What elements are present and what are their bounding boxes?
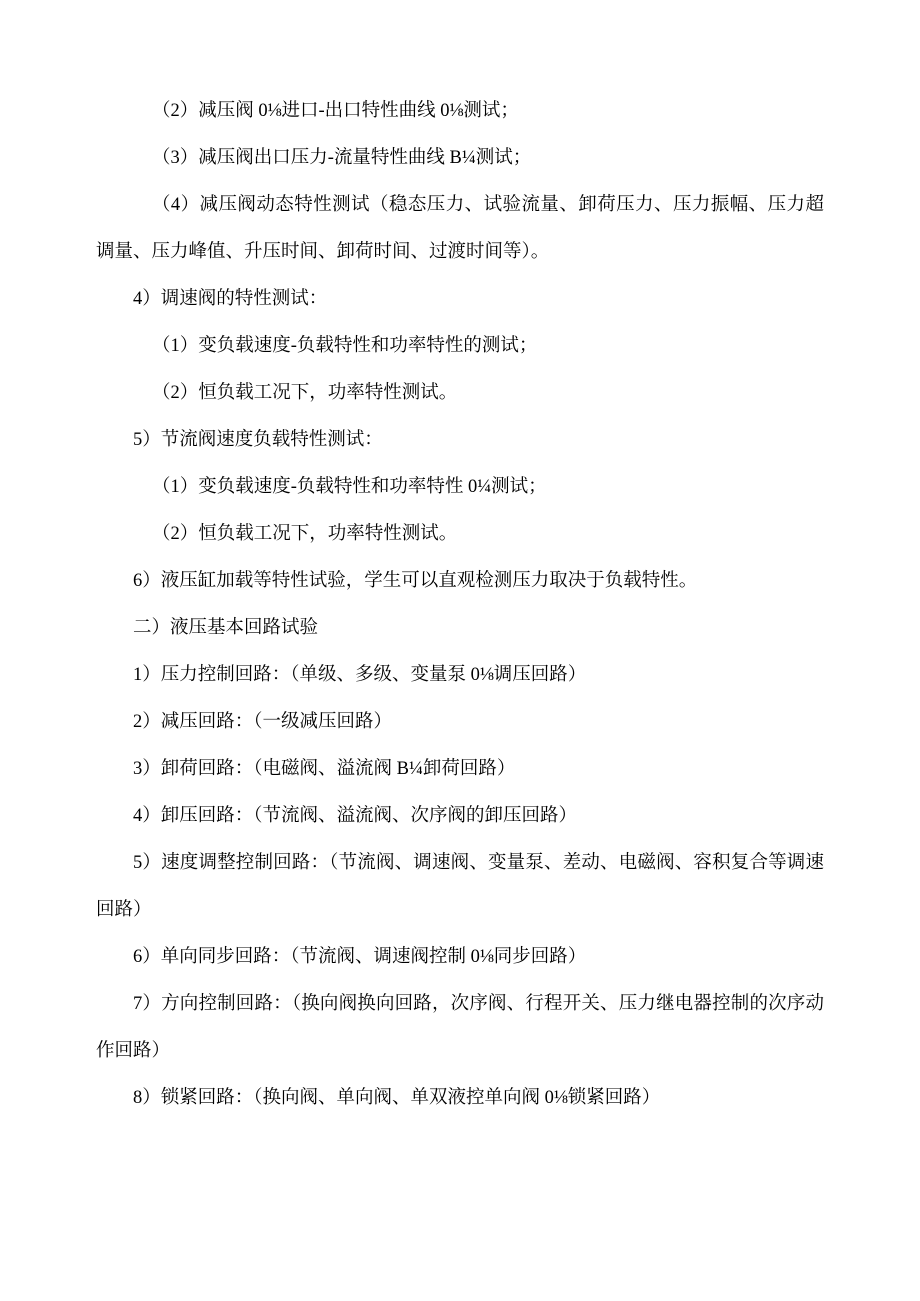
paragraph: 1）压力控制回路：（单级、多级、变量泵 0⅛调压回路） <box>133 665 587 685</box>
paragraph: （4）减压阀动态特性测试（稳态压力、试验流量、卸荷压力、压力振幅、压力超调量、压力峰值、升压时间、卸荷时间、过渡时间等）。 <box>96 195 824 262</box>
paragraph: 6）单向同步回路：（节流阀、调速阀控制 0⅛同步回路） <box>133 947 587 967</box>
paragraph: 4）卸压回路：（节流阀、溢流阀、次序阀的卸压回路） <box>133 806 578 826</box>
paragraph: （1）变负载速度-负载特性和功率特性的测试； <box>152 336 538 356</box>
paragraph: 5）节流阀速度负载特性测试： <box>133 430 383 450</box>
paragraph: （1）变负载速度-负载特性和功率特性 0¼测试； <box>152 477 547 497</box>
paragraph: 4）调速阀的特性测试： <box>133 289 328 309</box>
section-heading: 二）液压基本回路试验 <box>133 618 319 638</box>
paragraph: （3）减压阀出口压力-流量特性曲线 B¼测试； <box>152 148 532 168</box>
paragraph: 7）方向控制回路：（换向阀换向回路，次序阀、行程开关、压力继电器控制的次序动作回路） <box>96 994 824 1061</box>
paragraph: 2）减压回路：（一级减压回路） <box>133 712 393 732</box>
paragraph: 6）液压缸加载等特性试验，学生可以直观检测压力取决于负载特性。 <box>133 571 698 591</box>
paragraph: 8）锁紧回路：（换向阀、单向阀、单双液控单向阀 0⅛锁紧回路） <box>133 1088 661 1108</box>
paragraph: （2）恒负载工况下，功率特性测试。 <box>152 524 458 544</box>
document-body <box>96 88 824 1122</box>
paragraph: 3）卸荷回路：（电磁阀、溢流阀 B¼卸荷回路） <box>133 759 516 779</box>
paragraph: （2）恒负载工况下，功率特性测试。 <box>152 383 458 403</box>
paragraph: （2）减压阀 0⅛进口-出口特性曲线 0⅛测试； <box>152 101 519 121</box>
paragraph: 5）速度调整控制回路：（节流阀、调速阀、变量泵、差动、电磁阀、容积复合等调速回路） <box>96 853 824 920</box>
